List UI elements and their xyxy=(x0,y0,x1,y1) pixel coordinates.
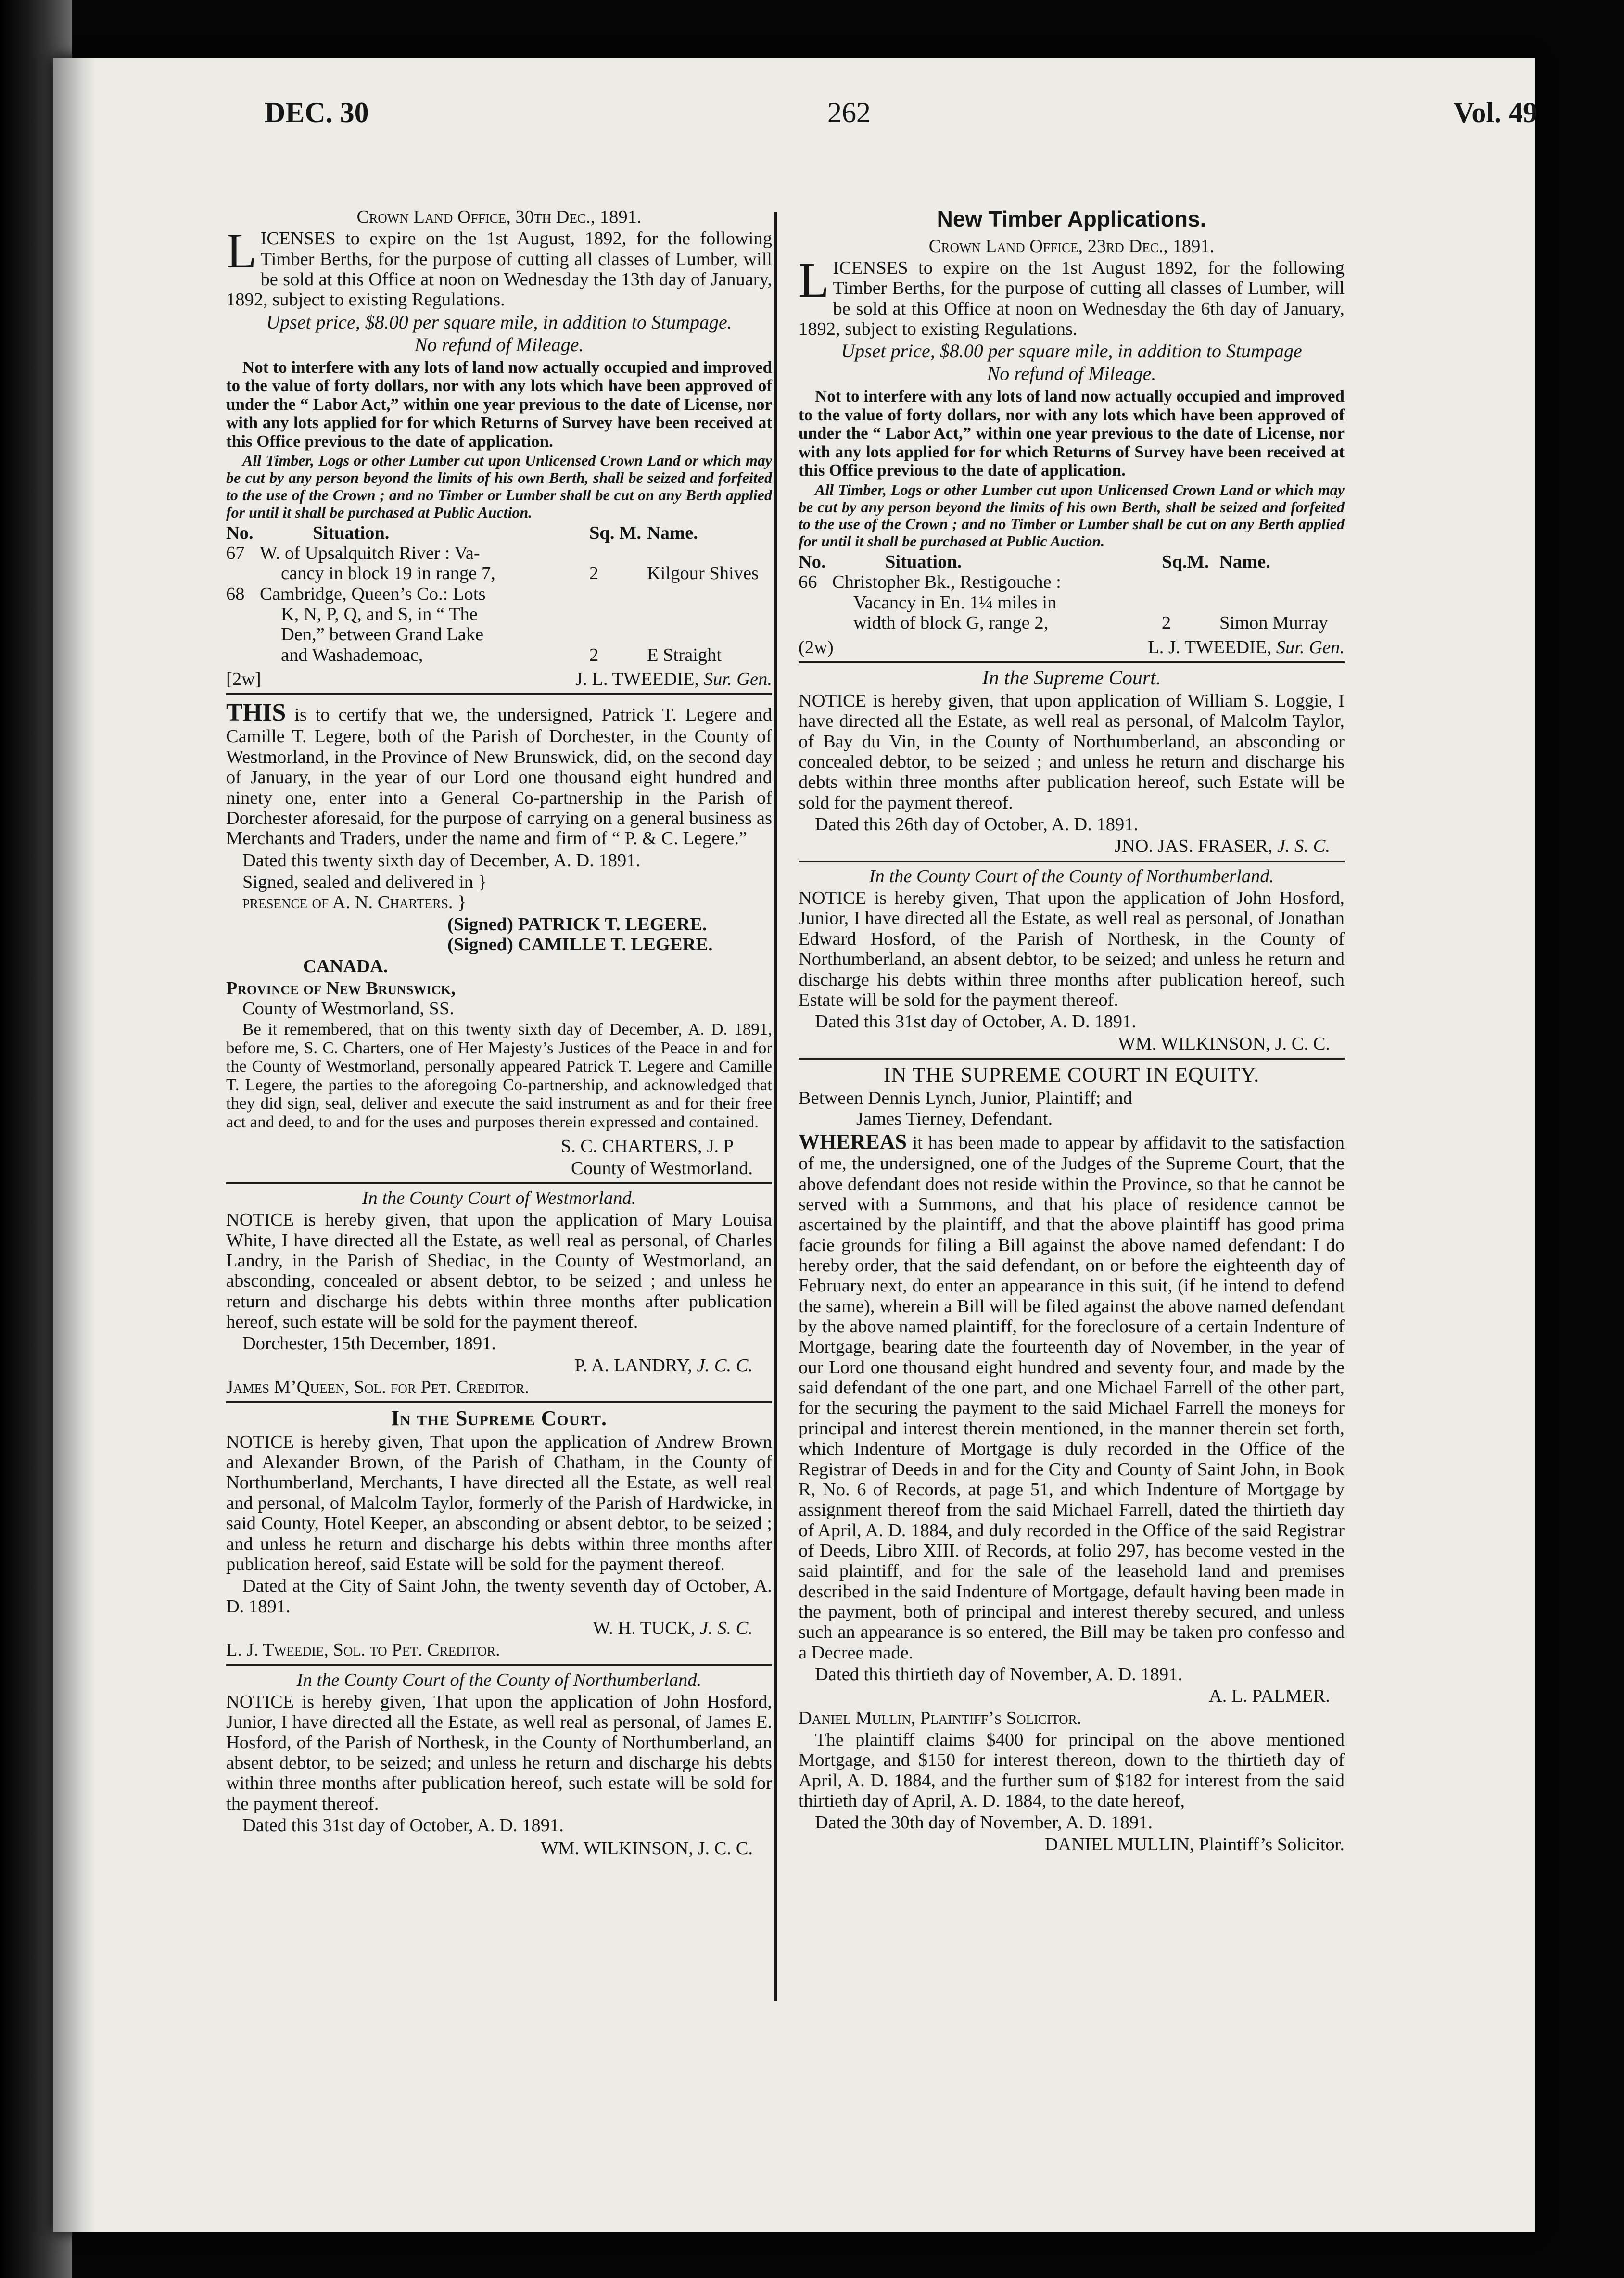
drop-cap: L xyxy=(226,223,257,279)
berth-row: 66 Christopher Bk., Restigouche : xyxy=(799,572,1061,593)
berth-row-cont: cancy in block 19 in range 7, 2 Kilgour Shives xyxy=(281,563,759,584)
northumberland-court-notice-1 xyxy=(226,1670,772,1859)
signed-line-1: Signed, sealed and delivered in } xyxy=(242,872,487,892)
header-date: DEC. 30 xyxy=(265,97,369,128)
partnership-paragraph: THIS is to certify that we, the undersigned, Patrick T. Legere and Camille T. Legere, both of the Parish of Dorchester, in the County of Westmorland, in the Province of New Brunswick, did, on the second day of January, in the year of our Lord one thousand eight hundred and ninety one, enter into a General Co-partnership in the Parish of Dorchester aforesaid, for the purpose of carrying on a general business as Merchants and Traders, under the name and firm of “ P. & C. Legere.” xyxy=(226,699,772,849)
jp-county: County of Westmorland. xyxy=(571,1158,753,1178)
interfere-notice: Not to interfere with any lots of land now actually occupied and improved to the value of forty dollars, nor with any lots which have been approved of under the “ Labor Act,” within one year previous to the date of License, nor with any lots applied for for which Returns of Survey have been received at this Office previous to the date of application. xyxy=(226,357,772,451)
supreme-body: NOTICE is hereby given, That upon the application of Andrew Brown and Alexander Brown, of the Parish of Chatham, in the County of Northumberland, Merchants, I have directed all the Estate, as well real and personal, of Malcolm Taylor, formerly of the Parish of Hardwicke, in said County, Hotel Keeper, an absconding or absent debtor, to be seized ; and unless he return and discharge his debts within three months after publication hereof, said Estate will be sold for the payment thereof. xyxy=(226,1431,772,1574)
partnership-notice xyxy=(226,699,772,1178)
supreme2-title: In the Supreme Court. xyxy=(982,667,1161,689)
berth-row: 67 W. of Upsalquitch River : Va- xyxy=(226,543,480,563)
county-line: County of Westmorland, SS. xyxy=(242,998,455,1019)
berths-header-row: No. Situation. Sq.M. Name. xyxy=(799,552,1270,572)
supreme-judge: W. H. TUCK, J. S. C. xyxy=(593,1618,753,1638)
crown-signature-line xyxy=(226,669,772,689)
jp-signature: S. C. CHARTERS, J. P xyxy=(560,1136,734,1157)
equity-body: WHEREAS it has been made to appear by affidavit to the satisfaction of me, the undersigned, one of the Judges of the Supreme Court, that the above defendant does not reside within the Province, so that he cannot be served with a Summons, and that his place of residence cannot be ascertained by the plaintiff, and that the above plaintiff has good prima facie grounds for filing a Bill against the above named defendant: I do hereby order, that the said defendant, on or before the eighteenth day of February next, do enter an appearance in this suit, (if he intend to defend the same), wherein a Bill will be filed against the above named defendant by the above named plaintiff, for the foreclosure of a certain Indenture of Mortgage, bearing date the fourteenth day of November, in the year of our Lord one thousand eight hundred and seventy four, and made by the said defendant of the one part, and one Michael Farrell of the other part, for the securing the payment to the said Michael Farrell the moneys for principal and interest therein mentioned, in the manner therein set forth, which Indenture of Mortgage is duly recorded in the Office of the Registrar of Deeds in and for the City and County of Saint John, in Book R, No. 6 of Records, at page 51, and which Indenture of Mortgage by assignment thereof from the said Michael Farrell, dated the thirtieth day of April, A. D. 1884, and duly recorded in the Office of the said Registrar of Deeds, Libro XIII. of Records, at folio 297, has become vested in the said plaintiff, and for the sale of the leasehold land and premises described in the said Indenture of Mortgage, default having been made in the payment, both of principal and interest thereby secured, and unless such an appearance is so entered, the Bill may be taken pro confesso and a Decree made. xyxy=(799,1129,1345,1663)
equity-parties-1: Between Dennis Lynch, Junior, Plaintiff; and xyxy=(799,1088,1132,1109)
signature-camille: (Signed) CAMILLE T. LEGERE. xyxy=(447,934,713,955)
licenses-paragraph: LICENSES to expire on the 1st August, 1892, for the following Timber Berths, for the purpose of cutting all classes of Lumber, will be sold at this Office at noon on Wednesday the 13th day of January, 1892, subject to existing Regulations. xyxy=(226,223,772,310)
section-rule xyxy=(799,661,1345,663)
section-rule xyxy=(799,1058,1345,1060)
partnership-dated: Dated this twenty sixth day of December, A. D. 1891. xyxy=(242,850,641,871)
supreme-court-notice-1 xyxy=(226,1407,772,1660)
westmorland-title: In the County Court of Westmorland. xyxy=(362,1188,636,1208)
equity-dated-2: Dated the 30th day of November, A. D. 1891. xyxy=(815,1812,1153,1833)
page-header xyxy=(265,96,1537,149)
crown-office-line: Crown Land Office, 23rd Dec., 1891. xyxy=(928,236,1215,256)
crown-signature-line xyxy=(799,637,1345,658)
column-divider xyxy=(774,212,777,2001)
northumberland2-body: NOTICE is hereby given, That upon the application of John Hosford, Junior, I have directed all the Estate, as well real as personal, of Jonathan Edward Hosford, of the Parish of Northesk, in the County of Northumberland, an absent debtor, to be seized; and unless he return and discharge his debts within three months after publication hereof, such Estate will be sold for the payment thereof. xyxy=(799,888,1345,1010)
header-page-number: 262 xyxy=(827,97,871,128)
upset-price: Upset price, $8.00 per square mile, in addition to Stumpage xyxy=(841,340,1302,362)
right-column xyxy=(799,207,1345,1856)
timber-note: All Timber, Logs or other Lumber cut upon Unlicensed Crown Land or which may be cut by any person beyond the limits of his own Berth, shall be seized and forfeited to the use of the Crown ; and no Timber or Lumber shall be cut on any Berth applied for until it shall be purchased at Public Auction. xyxy=(226,452,772,521)
page-gutter-shadow xyxy=(53,58,96,2232)
equity-parties-2: James Tierney, Defendant. xyxy=(856,1108,1053,1129)
remembered-paragraph: Be it remembered, that on this twenty sixth day of December, A. D. 1891, before me, S. C. Charters, one of Her Majesty’s Justices of the Peace in and for the County of Westmorland, personally appeared Patrick T. Legere and Camille T. Legere, the parties to the aforegoing Co-partnership, and acknowledged that they did sign, seal, deliver and execute the said instrument as and for their free act and deed, to and for the uses and purposes therein expressed and contained. xyxy=(226,1020,772,1131)
northumberland-body: NOTICE is hereby given, That upon the application of John Hosford, Junior, I have directed all the Estate, as well real as personal, of James E. Hosford, of the Parish of Northesk, in the County of Northumberland, an absent debtor, to be seized; and unless he return and discharge his debts within three months after publication hereof, such estate will be sold for the payment thereof. xyxy=(226,1691,772,1814)
berths-header-row: No. Situation. Sq. M. Name. xyxy=(226,522,698,543)
left-column xyxy=(226,207,772,1860)
equity-dated: Dated this thirtieth day of November, A. D. 1891. xyxy=(815,1664,1183,1684)
supreme2-body: NOTICE is hereby given, that upon application of William S. Loggie, I have directed all the Estate, as well real as personal, of Malcolm Taylor, of Bay du Vin, in the County of Northumberland, an absconding or concealed debtor, to be seized ; and unless he return and discharge his debts within three months after publication hereof, such Estate will be sold for the payment thereof. xyxy=(799,691,1345,813)
upset-price: Upset price, $8.00 per square mile, in addition to Stumpage. xyxy=(266,311,732,333)
berths-table: No. Situation. Sq.M. Name. 66 Christopher Bk., Restigouche : Vacancy in En. 1¼ miles in width of block G, range 2, 2 Simon Murray xyxy=(799,552,1345,633)
westmorland-solicitor: James M’Queen, Sol. for Pet. Creditor. xyxy=(226,1377,529,1398)
equity-solicitor: Daniel Mullin, Plaintiff’s Solicitor. xyxy=(799,1708,1082,1728)
northumberland2-judge: WM. WILKINSON, J. C. C. xyxy=(1118,1033,1330,1054)
supreme2-dated: Dated this 26th day of October, A. D. 1891. xyxy=(815,814,1139,835)
equity-solicitor-2: DANIEL MULLIN, Plaintiff’s Solicitor. xyxy=(1044,1834,1345,1855)
supreme-court-notice-2 xyxy=(799,667,1345,857)
northumberland-title: In the County Court of the County of Northumberland. xyxy=(296,1670,702,1690)
equity-title: IN THE SUPREME COURT IN EQUITY. xyxy=(883,1063,1260,1087)
westmorland-dated: Dorchester, 15th December, 1891. xyxy=(242,1333,496,1354)
supreme-title: In the Supreme Court. xyxy=(391,1406,608,1430)
new-timber-title: New Timber Applications. xyxy=(937,206,1206,231)
canada-heading: CANADA. xyxy=(303,956,388,977)
berth-row: 68 Cambridge, Queen’s Co.: Lots xyxy=(226,583,486,604)
signature-patrick: (Signed) PATRICK T. LEGERE. xyxy=(447,914,707,935)
westmorland-court-notice xyxy=(226,1188,772,1397)
northumberland2-dated: Dated this 31st day of October, A. D. 1891. xyxy=(815,1012,1136,1032)
equity-court-notice xyxy=(799,1063,1345,1855)
header-volume: Vol. 49 xyxy=(1453,97,1537,128)
northumberland-dated: Dated this 31st day of October, A. D. 1891. xyxy=(242,1815,564,1835)
signed-line-2: presence of A. N. Charters. } xyxy=(242,892,467,913)
northumberland-court-notice-2 xyxy=(799,866,1345,1054)
northumberland-judge: WM. WILKINSON, J. C. C. xyxy=(541,1838,753,1859)
licenses-paragraph: LICENSES to expire on the 1st August 1892, for the following Timber Berths, for the purpose of cutting all classes of Lumber, will be sold at this Office at noon on Wednesday the 6th day of January, 1892, subject to existing Regulations. xyxy=(799,252,1345,339)
westmorland-judge: P. A. LANDRY, J. C. C. xyxy=(574,1355,753,1376)
signer: J. L. TWEEDIE, Sur. Gen. xyxy=(575,669,772,689)
westmorland-body: NOTICE is hereby given, that upon the application of Mary Louisa White, I have directed all the Estate, as well real as personal, of Charles Landry, in the Parish of Shediac, in the County of Westmorland, an absconding, concealed or absent debtor, to be seized ; and unless he return and discharge his debts within three months after publication hereof, such estate will be sold for the payment thereof. xyxy=(226,1210,772,1332)
insertion-tag: [2w] xyxy=(226,669,261,689)
section-rule xyxy=(226,1664,772,1666)
equity-judge: A. L. PALMER. xyxy=(1208,1686,1330,1707)
section-rule xyxy=(226,1401,772,1403)
signer: L. J. TWEEDIE, Sur. Gen. xyxy=(1148,637,1345,658)
supreme2-judge: JNO. JAS. FRASER, J. S. C. xyxy=(1114,836,1330,857)
crown-land-notice-1 xyxy=(226,207,772,689)
section-rule xyxy=(799,861,1345,862)
supreme-dated: Dated at the City of Saint John, the twenty seventh day of October, A. D. 1891. xyxy=(226,1576,772,1617)
insertion-tag: (2w) xyxy=(799,637,834,658)
supreme-solicitor: L. J. Tweedie, Sol. to Pet. Creditor. xyxy=(226,1640,500,1660)
no-refund: No refund of Mileage. xyxy=(987,363,1156,385)
northumberland2-title: In the County Court of the County of Northumberland. xyxy=(869,866,1274,886)
no-refund: No refund of Mileage. xyxy=(414,333,584,355)
province-line: Province of New Brunswick, xyxy=(226,978,456,999)
crown-land-notice-2 xyxy=(799,236,1345,658)
timber-note: All Timber, Logs or other Lumber cut upon Unlicensed Crown Land or which may be cut by any person beyond the limits of his own Berth, shall be seized and forfeited to the use of the Crown ; and no Timber or Lumber shall be cut on any Berth applied for until it shall be purchased at Public Auction. xyxy=(799,481,1345,550)
interfere-notice: Not to interfere with any lots of land now actually occupied and improved to the value of forty dollars, nor with any lots which have been approved of under the “ Labor Act,” within one year previous to the date of License, nor with any lots applied for for which Returns of Survey have been received at this Office previous to the date of application. xyxy=(799,387,1345,480)
section-rule xyxy=(226,1182,772,1184)
equity-claims: The plaintiff claims $400 for principal on the above mentioned Mortgage, and $150 for interest thereon, down to the thirtieth day of April, A. D. 1884, and the further sum of $182 for interest from the said thirtieth day of April, A. D. 1884, to the date hereof, xyxy=(799,1729,1345,1811)
crown-office-line: Crown Land Office, 30th Dec., 1891. xyxy=(356,207,642,227)
drop-cap: L xyxy=(799,252,829,308)
berths-table: No. Situation. Sq. M. Name. 67 W. of Upsalquitch River : Va- cancy in block 19 in range 7, 2 Kilgour Shives 68 Cambridge, Queen’s Co.: Lots K, N, P, Q, and S, in “ The Den,” between Grand Lake and Washademoac, 2 E Straight xyxy=(226,523,772,665)
section-rule xyxy=(226,693,772,695)
